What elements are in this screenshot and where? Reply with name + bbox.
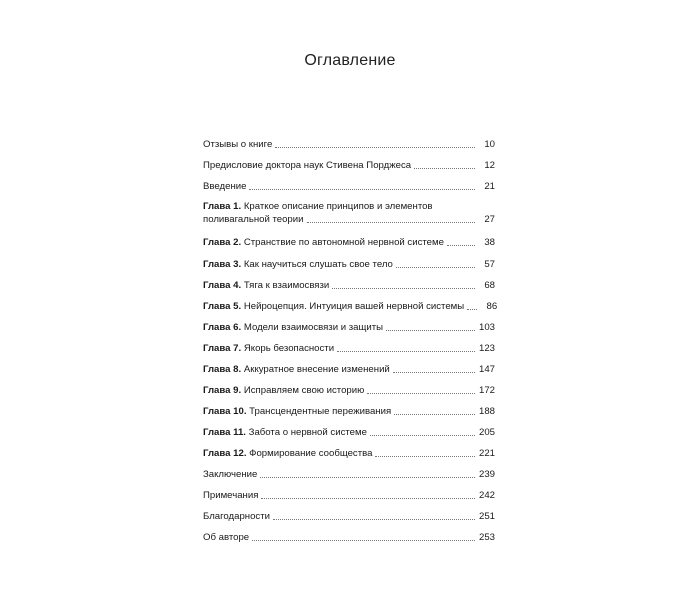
toc-entry-text: Формирование сообщества — [249, 448, 373, 459]
toc-page-number: 68 — [484, 280, 495, 291]
toc-entry-text: Трансцендентные переживания — [249, 406, 392, 417]
toc-page-number: 10 — [484, 139, 495, 150]
toc-entry-label — [203, 510, 270, 523]
toc-entry-label — [203, 468, 257, 481]
toc-page-number: 147 — [478, 364, 495, 375]
toc-page-number: 123 — [478, 343, 495, 354]
toc-entry[interactable] — [203, 447, 495, 460]
toc-entry-text: Забота о нервной системе — [248, 427, 367, 438]
toc-entry-label — [203, 321, 383, 334]
toc-entry-text: Как научиться слушать свое тело — [243, 259, 393, 270]
toc-page-number: 239 — [478, 469, 495, 480]
toc-entry[interactable] — [203, 510, 495, 523]
chapter-number: Глава 1. — [203, 201, 242, 212]
toc-entry-label — [203, 342, 334, 355]
toc-entry-text: Краткое описание принципов и элементов — [243, 201, 433, 212]
toc-entry-label — [203, 426, 367, 439]
toc-entry-label — [203, 447, 372, 460]
toc-entry[interactable] — [203, 138, 495, 151]
toc-entry-label — [203, 279, 329, 292]
chapter-number: Глава 6. — [203, 322, 242, 333]
dot-leader — [394, 413, 475, 415]
chapter-number: Глава 7. — [203, 343, 242, 354]
toc-entry-label — [203, 363, 390, 376]
toc-entry[interactable] — [203, 426, 495, 439]
toc-entry-text: Введение — [203, 181, 247, 192]
toc-entry[interactable] — [203, 531, 495, 544]
toc-entry[interactable] — [203, 200, 495, 226]
toc-entry-text: Об авторе — [203, 532, 250, 543]
toc-page-number: 86 — [486, 301, 498, 312]
dot-leader — [273, 518, 475, 520]
toc-entry[interactable] — [203, 279, 495, 292]
dot-leader — [367, 392, 475, 394]
dot-leader — [249, 188, 475, 190]
chapter-number: Глава 9. — [203, 385, 242, 396]
chapter-number: Глава 4. — [203, 280, 242, 291]
toc-entry-text: Благодарности — [203, 511, 270, 522]
toc-entry-label — [203, 159, 411, 172]
toc-page-number: 253 — [478, 532, 495, 543]
toc-entry-text-continued: поливагальной теории — [203, 214, 304, 225]
toc-entry-label — [203, 258, 393, 271]
toc-entry-text: Исправляем свою историю — [243, 385, 365, 396]
toc-page-number: 188 — [478, 406, 495, 417]
dot-leader — [393, 371, 475, 373]
toc-page-number: 12 — [484, 160, 495, 171]
toc-entry-label — [203, 180, 246, 193]
toc-entry[interactable] — [203, 342, 495, 355]
toc-entry-text: Аккуратное внесение изменений — [243, 364, 390, 375]
toc-page-number: 242 — [478, 490, 495, 501]
toc-entry-label — [203, 405, 391, 418]
dot-leader — [396, 266, 475, 268]
dot-leader — [386, 329, 475, 331]
toc-entry[interactable] — [203, 405, 495, 418]
toc-entry-text: Примечания — [203, 490, 259, 501]
dot-leader — [332, 287, 475, 289]
chapter-number: Глава 8. — [203, 364, 242, 375]
toc-entry[interactable] — [203, 180, 495, 193]
toc-entry-text: Отзывы о книге — [203, 139, 273, 150]
dot-leader — [447, 244, 475, 246]
toc-page-number: 221 — [478, 448, 495, 459]
toc-entry-label — [203, 138, 272, 151]
toc-entry-text: Заключение — [203, 469, 258, 480]
chapter-number: Глава 5. — [203, 301, 242, 312]
toc-page-number: 172 — [478, 385, 495, 396]
chapter-number: Глава 10. — [203, 406, 247, 417]
toc-page-number: 103 — [478, 322, 495, 333]
toc-entry-label — [203, 384, 364, 397]
toc-entry[interactable] — [203, 236, 495, 249]
dot-leader — [261, 497, 475, 499]
dot-leader — [467, 308, 477, 310]
toc-page-number: 21 — [484, 181, 495, 192]
toc-page-number: 27 — [484, 214, 495, 225]
dot-leader — [260, 476, 475, 478]
toc-entry[interactable] — [203, 300, 498, 313]
toc-entry-text: Нейроцепция. Интуиция вашей нервной системы — [243, 301, 465, 312]
toc-entry-text: Предисловие доктора наук Стивена Порджеса — [203, 160, 412, 171]
toc-entry[interactable] — [203, 468, 495, 481]
toc-entry[interactable] — [203, 159, 495, 172]
toc-entry-text: Якорь безопасности — [243, 343, 335, 354]
toc-entry-label — [203, 200, 495, 213]
toc-entry-text: Тяга к взаимосвязи — [243, 280, 330, 291]
toc-entry-text: Модели взаимосвязи и защиты — [243, 322, 384, 333]
toc-entry-label — [203, 236, 444, 249]
toc-entry[interactable] — [203, 363, 495, 376]
toc-entry-label — [203, 531, 249, 544]
toc-entry-text: Странствие по автономной нервной системе — [243, 237, 444, 248]
toc-page-number: 205 — [478, 427, 495, 438]
toc-title: Оглавление — [304, 52, 396, 69]
dot-leader — [370, 434, 475, 436]
dot-leader — [375, 455, 475, 457]
chapter-number: Глава 3. — [203, 259, 242, 270]
toc-entry[interactable] — [203, 321, 495, 334]
toc-entry[interactable] — [203, 384, 495, 397]
toc-entry-label — [203, 489, 258, 502]
dot-leader — [414, 167, 475, 169]
toc-page-number: 251 — [478, 511, 495, 522]
toc-entry[interactable] — [203, 258, 495, 271]
chapter-number: Глава 12. — [203, 448, 247, 459]
toc-page-number: 38 — [484, 237, 495, 248]
chapter-number: Глава 2. — [203, 237, 242, 248]
dot-leader — [307, 221, 476, 223]
dot-leader — [337, 350, 475, 352]
toc-entry-label — [203, 300, 464, 313]
toc-entry[interactable] — [203, 489, 495, 502]
toc-page-number: 57 — [484, 259, 495, 270]
dot-leader — [275, 146, 475, 148]
chapter-number: Глава 11. — [203, 427, 246, 438]
dot-leader — [252, 539, 475, 541]
